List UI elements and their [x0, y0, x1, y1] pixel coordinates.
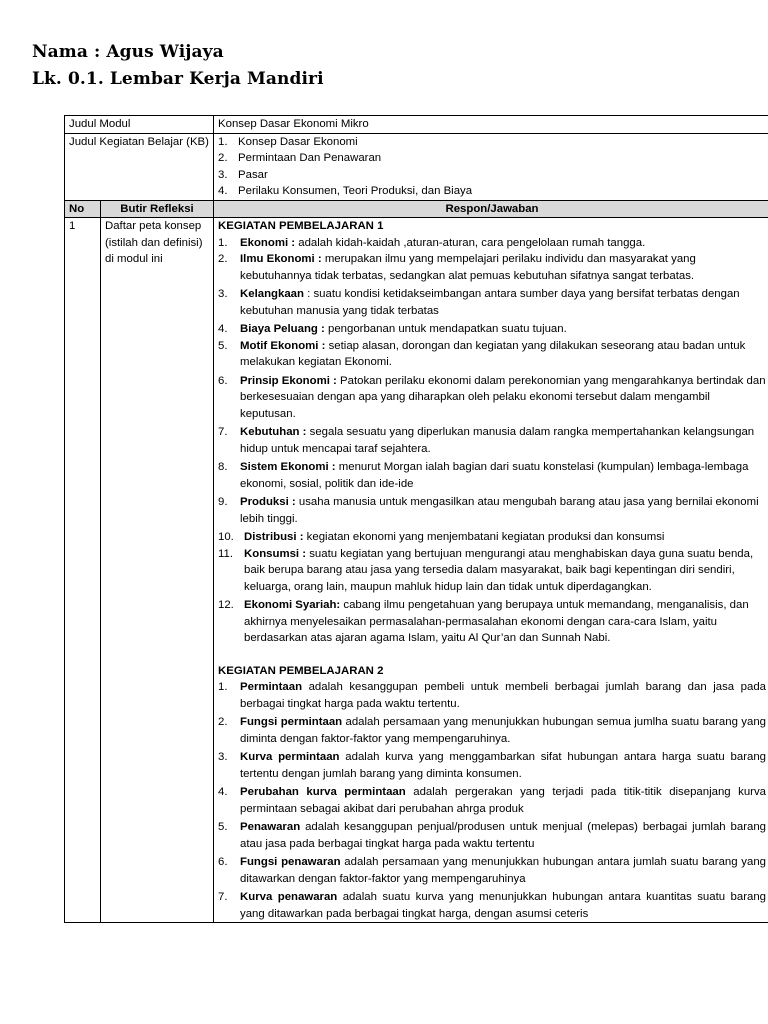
- kb-item: [218, 167, 766, 184]
- col-header-butir: Butir Refleksi: [101, 200, 214, 218]
- definition-text: usaha manusia untuk mengasilkan atau mengubah barang atau jasa yang bernilai ekonomi lebih tinggi.: [240, 496, 759, 525]
- definition-term: Fungsi permintaan: [240, 716, 343, 728]
- kb-item-text: Konsep Dasar Ekonomi: [238, 135, 358, 148]
- definition-item: [218, 235, 766, 252]
- col-header-no: No: [65, 200, 101, 218]
- row-1-no: 1: [65, 218, 101, 923]
- definition-term: Ekonomi Syariah:: [244, 599, 341, 611]
- definition-text: pengorbanan untuk mendapatkan suatu tujuan.: [324, 323, 567, 335]
- kb-item-text: Perilaku Konsumen, Teori Produksi, dan Biaya: [238, 185, 473, 197]
- kb-item: [218, 183, 766, 200]
- definition-number: 12.: [218, 599, 234, 611]
- definition-item: [218, 546, 766, 596]
- definition-number: 4.: [218, 323, 228, 335]
- definition-number: 7.: [218, 891, 228, 903]
- definition-text: adalah pergerakan yang terjadi pada titik-titik disepanjang kurva permintaan sebagai akibat dari perubahan ahrga produk: [240, 786, 766, 815]
- kb-item-number: 4.: [218, 185, 228, 197]
- definition-term: Produksi :: [240, 496, 296, 508]
- definition-item: [218, 714, 766, 747]
- label-judul-modul: Judul Modul: [65, 116, 214, 134]
- definition-term: Ekonomi :: [240, 236, 296, 249]
- definition-number: 6.: [218, 856, 228, 868]
- definition-number: 3.: [218, 751, 228, 763]
- row-judul-modul: [65, 116, 768, 134]
- definition-item: [218, 373, 766, 423]
- kb-item-number: 3.: [218, 168, 228, 181]
- definition-text: menurut Morgan ialah bagian dari suatu konstelasi (kumpulan) lembaga-lembaga ekonomi, sosial, politik dan ide-ide: [240, 461, 749, 490]
- definition-term: Sistem Ekonomi :: [240, 461, 336, 473]
- definition-term: Kebutuhan :: [240, 426, 307, 438]
- definition-item: [218, 321, 766, 338]
- definition-number: 8.: [218, 461, 228, 473]
- definition-number: 5.: [218, 339, 228, 352]
- definition-item: [218, 679, 766, 712]
- definition-term: Prinsip Ekonomi :: [240, 374, 337, 387]
- definition-text: adalah suatu kurva yang menunjukkan hubungan antara kuantitas suatu barang yang ditawarkan pada berbagai tingkat harga, dengan asumsi ceteris: [240, 891, 766, 920]
- definition-term: Permintaan: [240, 681, 303, 693]
- definition-term: Kurva permintaan: [240, 751, 340, 763]
- kb2-title: KEGIATAN PEMBELAJARAN 2: [218, 664, 384, 677]
- definition-item: [218, 854, 766, 887]
- definition-number: 1.: [218, 681, 228, 693]
- row-1: [65, 218, 768, 923]
- definition-number: 5.: [218, 821, 228, 833]
- definition-item: [218, 529, 766, 546]
- definition-number: 2.: [218, 253, 228, 265]
- row-judul-kb: [65, 133, 768, 200]
- definition-item: [218, 889, 766, 922]
- definition-term: Distribusi :: [244, 531, 304, 543]
- definition-term: Konsumsi :: [244, 547, 307, 560]
- name-line: Nama : Agus Wijaya: [32, 42, 224, 62]
- kb1-title: KEGIATAN PEMBELAJARAN 1: [218, 220, 384, 232]
- document-title: Lk. 0.1. Lembar Kerja Mandiri: [32, 69, 324, 89]
- definition-text: setiap alasan, dorongan dan kegiatan yang dilakukan seseorang atau badan untuk melakukan kegiatan Ekonomi.: [240, 339, 746, 368]
- definition-item: [218, 338, 766, 371]
- kb-list-cell: [214, 133, 768, 200]
- section-spacer: [218, 647, 766, 663]
- definition-item: [218, 749, 766, 782]
- definition-item: [218, 784, 766, 817]
- definition-text: kegiatan ekonomi yang menjembatani kegiatan produksi dan konsumsi: [303, 531, 665, 543]
- value-judul-modul: Konsep Dasar Ekonomi Mikro: [214, 116, 768, 134]
- definition-text: cabang ilmu pengetahuan yang berupaya untuk memandang, menganalisis, dan akhirnya menyelesaikan permasalahan-permasalahan ekonomi dengan cara-cara Islam, yaitu berdasarkan atas ajaran agama Islam, yaitu Al Qur’an dan Sunnah Nabi.: [244, 599, 749, 644]
- column-header-row: [65, 200, 768, 218]
- definition-text: suatu kegiatan yang bertujuan mengurangi atau menghabiskan daya guna suatu benda, baik berupa barang atau jasa yang tersedia dalam masyarakat, baik bagi kepentingan diri sendiri, keluarga, orang lain, maupun mahluk hidup lain dan tidak untuk diperdagangkan.: [244, 547, 754, 593]
- definition-number: 9.: [218, 496, 228, 508]
- definition-item: [218, 459, 766, 492]
- label-judul-kb: Judul Kegiatan Belajar (KB): [65, 133, 214, 200]
- definition-text: merupakan ilmu yang mempelajari perilaku individu dan masyarakat yang kebutuhannya tidak terbatas, sedangkan alat pemuas kebutuhan sifatnya sangat terbatas.: [240, 253, 696, 282]
- definition-term: Kelangkaan: [240, 288, 304, 300]
- definition-number: 2.: [218, 716, 228, 728]
- definition-item: [218, 286, 766, 319]
- definition-item: [218, 597, 766, 647]
- definition-number: 11.: [218, 547, 234, 560]
- definition-term: Ilmu Ekonomi :: [240, 253, 322, 265]
- definition-term: Perubahan kurva permintaan: [240, 786, 406, 798]
- kb2-list: [218, 679, 766, 922]
- definition-text: adalah kidah-kaidah ,aturan-aturan, cara pengelolaan rumah tangga.: [295, 236, 646, 249]
- definition-text: adalah kurva yang menggambarkan sifat hubungan antara harga suatu barang tertentu dengan jumlah barang yang diminta konsumen.: [240, 751, 766, 780]
- definition-term: Kurva penawaran: [240, 891, 338, 903]
- col-header-respon: Respon/Jawaban: [214, 200, 768, 218]
- definition-number: 6.: [218, 374, 228, 387]
- definition-term: Biaya Peluang :: [240, 323, 325, 335]
- definition-text: adalah kesanggupan pembeli untuk membeli berbagai jumlah barang dan jasa pada berbagai tingkat harga pada waktu tertentu.: [240, 681, 766, 710]
- kb-item-number: 1.: [218, 135, 228, 148]
- definition-term: Penawaran: [240, 821, 301, 833]
- row-1-butir: Daftar peta konsep (istilah dan definisi) di modul ini: [101, 218, 214, 923]
- definition-term: Motif Ekonomi :: [240, 339, 326, 352]
- definition-text: adalah persamaan yang menunjukkan hubungan semua jumlha suatu barang yang diminta dengan faktor-faktor yang mempengaruhinya.: [240, 716, 766, 745]
- kb-item-text: Permintaan Dan Penawaran: [238, 152, 382, 164]
- definition-item: [218, 494, 766, 527]
- kb-item: [218, 150, 766, 167]
- kb1-list: [218, 235, 766, 647]
- definition-number: 1.: [218, 236, 228, 249]
- worksheet-table: [64, 115, 768, 923]
- kb-item: [218, 134, 766, 151]
- definition-text: : suatu kondisi ketidakseimbangan antara sumber daya yang bersifat terbatas dengan kebutuhan manusia yang tidak terbatas: [240, 288, 740, 317]
- definition-number: 4.: [218, 786, 228, 798]
- definition-number: 10.: [218, 531, 234, 543]
- definition-term: Fungsi penawaran: [240, 856, 341, 868]
- definition-item: [218, 251, 766, 284]
- definition-number: 7.: [218, 426, 228, 438]
- kb-item-number: 2.: [218, 152, 228, 164]
- kb-item-text: Pasar: [238, 168, 268, 181]
- definition-item: [218, 424, 766, 457]
- definition-item: [218, 819, 766, 852]
- row-1-respon: [214, 218, 768, 923]
- definition-text: adalah persamaan yang menunjukkan hubungan antara jumlah suatu barang yang ditawarkan dengan faktor-faktor yang mempengaruhinya: [240, 856, 766, 885]
- definition-text: Patokan perilaku ekonomi dalam perekonomian yang mengarahkanya bertindak dan berkesesuaian dengan apa yang diharapkan oleh pelaku ekonomi tersebut dalam mengambil keputusan.: [240, 374, 766, 420]
- definition-text: adalah kesanggupan penjual/produsen untuk menjual (melepas) berbagai jumlah barang atau jasa pada berbagai tingkat harga pada waktu tertentu: [240, 821, 766, 850]
- kb-list: [218, 134, 766, 200]
- definition-text: segala sesuatu yang diperlukan manusia dalam rangka mempertahankan kelangsungan hidup untuk mencapai taraf sejahtera.: [240, 426, 755, 455]
- definition-number: 3.: [218, 288, 228, 300]
